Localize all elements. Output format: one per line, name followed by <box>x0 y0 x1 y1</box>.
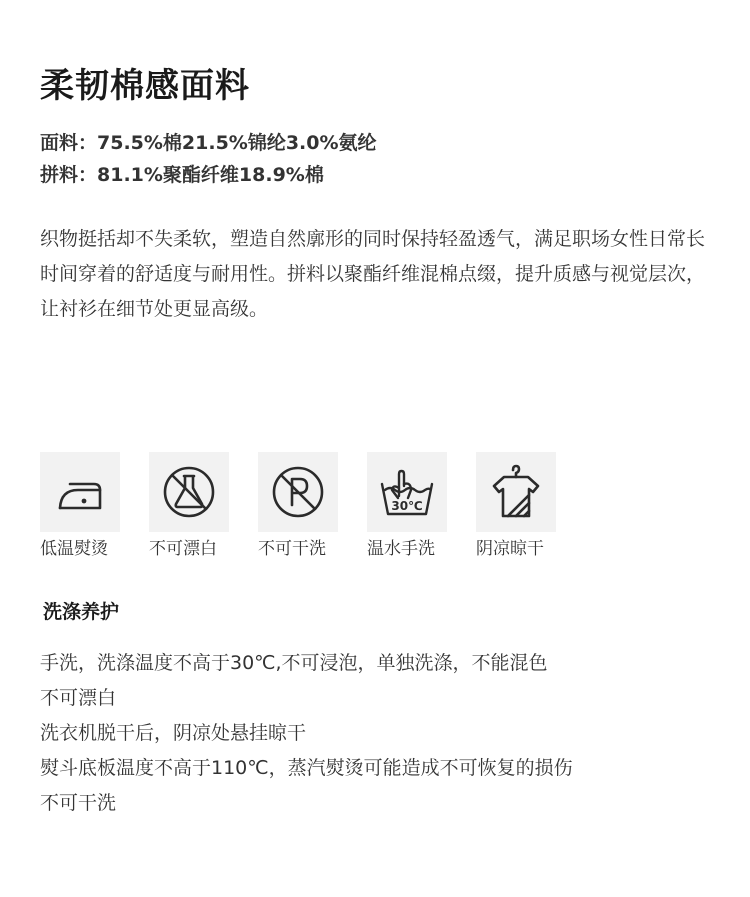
care-icon-label: 阴凉晾干 <box>476 539 544 559</box>
care-icon-label: 不可漂白 <box>149 539 217 559</box>
care-icon-item <box>40 452 120 561</box>
care-icon-item <box>149 452 229 561</box>
shade-dry-icon <box>476 452 556 532</box>
lining-spec: 拼料：81.1%聚酯纤维18.9%棉 <box>40 164 324 186</box>
care-section-title: 洗涤养护 <box>43 601 120 623</box>
iron-low-icon <box>40 452 120 532</box>
no-dry-clean-icon <box>258 452 338 532</box>
hand-wash-temp: 30℃ <box>391 499 423 513</box>
care-icon-item <box>476 452 556 561</box>
no-bleach-icon <box>149 452 229 532</box>
care-instruction: 不可干洗 <box>40 792 117 814</box>
care-instructions-list <box>40 646 573 821</box>
care-instruction: 不可漂白 <box>40 687 117 709</box>
page-title: 柔韧棉感面料 <box>40 66 250 106</box>
care-icon-label: 低温熨烫 <box>40 539 108 559</box>
fabric-description: 织物挺括却不失柔软，塑造自然廓形的同时保持轻盈透气，满足职场女性日常长时间穿着的舒适度与耐用性。拼料以聚酯纤维混棉点缀，提升质感与视觉层次，让衬衫在细节处更显高级。 <box>40 228 706 320</box>
care-instruction: 熨斗底板温度不高于110℃，蒸汽熨烫可能造成不可恢复的损伤 <box>40 757 573 779</box>
care-icons-row <box>40 452 585 561</box>
fabric-spec: 面料：75.5%棉21.5%锦纶3.0%氨纶 <box>40 132 377 154</box>
care-icon-label: 温水手洗 <box>367 539 435 559</box>
care-icon-item <box>258 452 338 561</box>
care-instruction: 洗衣机脱干后，阴凉处悬挂晾干 <box>40 722 307 744</box>
care-icon-label: 不可干洗 <box>258 539 326 559</box>
care-instruction: 手洗，洗涤温度不高于30℃,不可浸泡，单独洗涤，不能混色 <box>40 652 548 674</box>
hand-wash-icon <box>367 452 447 532</box>
care-icon-item <box>367 452 447 561</box>
